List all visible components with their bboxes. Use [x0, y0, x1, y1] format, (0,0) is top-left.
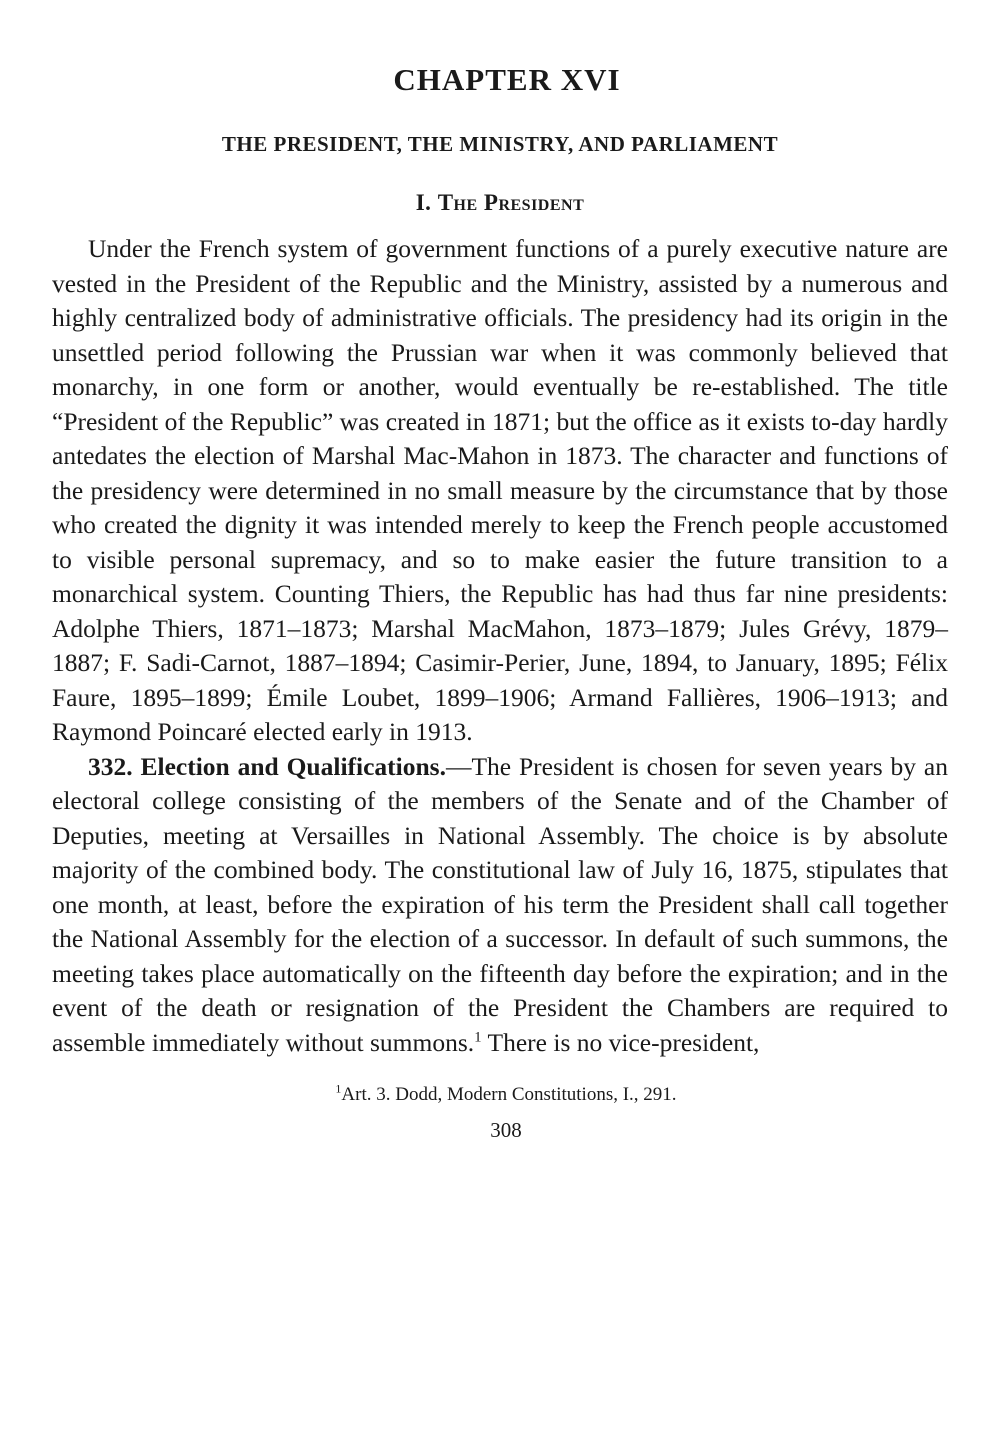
section-number: I. — [415, 190, 432, 215]
intro-paragraph: Under the French system of government functions of a purely executive nature are vested in the President of the Republic and the Ministry, assisted by a numerous and highly centralized body of administrative officials. The presidency had its origin in the unsettled period following the Prussian war when it was commonly believed that monarchy, in one form or another, would eventually be re-established. The title “President of the Republic” was created in 1871; but the office as it exists to-day hardly antedates the election of Marshal Mac-Mahon in 1873. The character and functions of the presidency were determined in no small measure by the circumstance that by those who created the dignity it was intended merely to keep the French people accustomed to visible personal supremacy, and so to make easier the future transition to a monarchical system. Counting Thiers, the Republic has had thus far nine presidents: Adolphe Thiers, 1871–1873; Marshal MacMahon, 1873–1879; Jules Grévy, 1879–1887; F. Sadi-Carnot, 1887–1894; Casimir-Perier, June, 1894, to January, 1895; Félix Faure, 1895–1899; Émile Loubet, 1899–1906; Armand Fallières, 1906–1913; and Raymond Poincaré elected early in 1913. — [52, 234, 948, 746]
page-number: 308 — [490, 1118, 522, 1142]
election-paragraph — [52, 750, 948, 1061]
election-tail: There is no vice-president, — [481, 1027, 760, 1057]
election-heading: 332. Election and Qualifications. — [88, 751, 446, 781]
section-title — [52, 186, 948, 220]
footnote — [52, 1082, 948, 1108]
footnote-marker: 1 — [335, 1081, 342, 1096]
book-page — [52, 60, 948, 1144]
election-body: —The President is chosen for seven years by an electoral college consisting of the members of the Senate and of the Chamber of Deputies, meeting at Versailles in National Assembly. The choice is by absolute majority of the combined body. The constitutional law of July 16, 1875, stipulates that one month, at least, before the expiration of his term the President shall call together the National Assembly for the election of a successor. In default of such summons, the meeting takes place automatically on the fifteenth day before the expiration; and in the event of the death or resignation of the President the Chambers are required to assemble immediately without summons. — [52, 751, 948, 1057]
footnote-text: Art. 3. Dodd, Modern Constitutions, I., 291. — [341, 1084, 677, 1105]
chapter-subtitle: THE PRESIDENT, THE MINISTRY, AND PARLIAMENT — [221, 132, 779, 156]
footnote-reference[interactable]: 1 — [474, 1029, 482, 1045]
chapter-title: CHAPTER XVI — [393, 62, 621, 97]
section-name: The President — [437, 190, 585, 215]
